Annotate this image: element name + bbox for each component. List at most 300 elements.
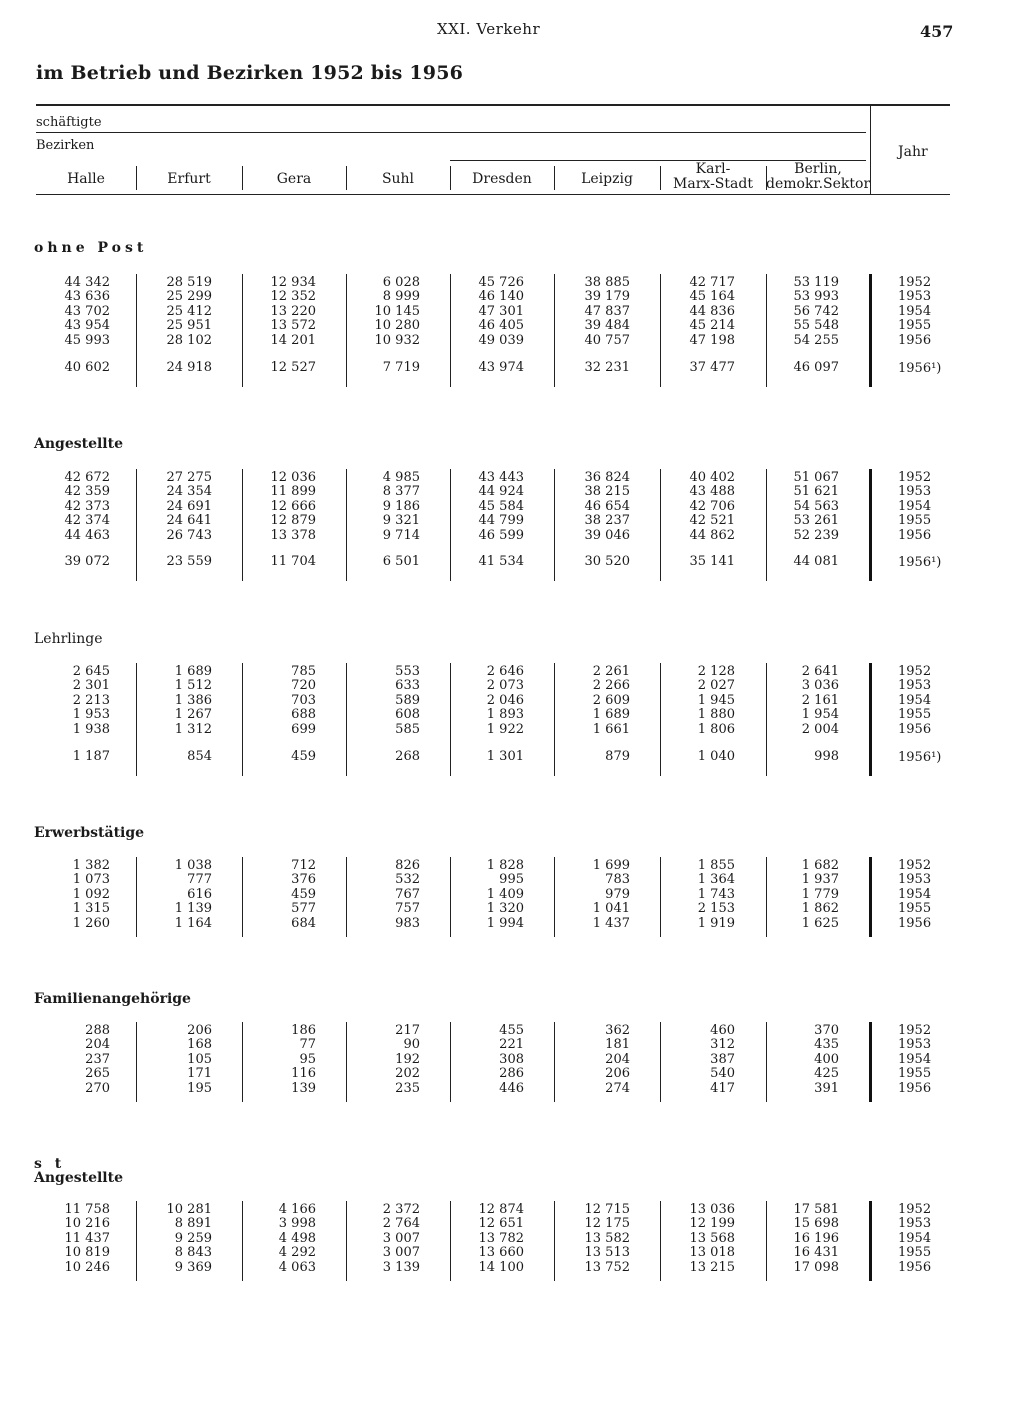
table-cell: 42 717 [689, 275, 735, 290]
table-cell: 14 201 [270, 332, 316, 348]
table-cell: 11 704 [270, 554, 316, 569]
table-cell: 47 301 [478, 303, 524, 319]
year-cell: 1953 [898, 678, 932, 694]
column-divider [136, 857, 137, 937]
table-cell: 46 097 [793, 360, 839, 375]
table-cell: 4 292 [278, 1245, 316, 1261]
table-cell: 206 [605, 1066, 630, 1082]
year-cell: 1953 [898, 289, 932, 305]
column-divider [450, 469, 451, 581]
year-cell: 1955 [898, 1066, 932, 1082]
table-cell: 2 161 [801, 692, 839, 708]
group-label-2: Bezirken [36, 138, 95, 153]
table-cell: 53 261 [793, 513, 839, 529]
table-cell: 2 046 [486, 692, 524, 708]
table-cell: 44 799 [478, 513, 524, 529]
table-cell: 767 [395, 886, 420, 902]
table-cell: 237 [85, 1051, 110, 1067]
column-divider [450, 274, 451, 387]
table-cell: 1 315 [72, 901, 110, 917]
table-cell: 26 743 [166, 527, 212, 543]
section-title: s t [34, 1156, 66, 1172]
table-cell: 270 [85, 1080, 110, 1096]
col-head-line: Marx-Stadt [673, 176, 753, 192]
column-divider [766, 663, 767, 776]
table-cell: 1 682 [801, 858, 839, 873]
col-head-dresden: Dresden [472, 171, 532, 187]
year-cell: 1956 [898, 721, 932, 737]
table-cell: 36 824 [584, 470, 630, 485]
section-title: Angestellte [34, 436, 124, 452]
table-cell: 10 246 [64, 1259, 110, 1275]
table-cell: 1 092 [72, 886, 110, 902]
year-cell: 1953 [898, 1037, 932, 1053]
table-cell: 983 [395, 915, 420, 931]
table-cell: 376 [291, 872, 316, 888]
table-cell: 9 321 [382, 513, 420, 529]
col-head-leipzig: Leipzig [581, 171, 633, 187]
table-cell: 3 036 [801, 678, 839, 694]
year-cell: 1952 [898, 664, 932, 679]
table-cell: 204 [605, 1051, 630, 1067]
year-cell: 1956 [898, 1259, 932, 1275]
column-divider [136, 663, 137, 776]
table-cell: 90 [403, 1037, 420, 1053]
column-divider [660, 274, 661, 387]
table-cell: 9 259 [174, 1230, 212, 1246]
year-cell: 1952 [898, 858, 932, 873]
table-cell: 460 [710, 1023, 735, 1038]
table-cell: 417 [710, 1080, 735, 1096]
table-cell: 362 [605, 1023, 630, 1038]
table-cell: 616 [187, 886, 212, 902]
head-top-rule [36, 104, 950, 106]
table-cell: 42 374 [64, 513, 110, 529]
table-cell: 10 819 [64, 1245, 110, 1261]
table-cell: 312 [710, 1037, 735, 1053]
table-cell: 2 372 [382, 1202, 420, 1217]
table-cell: 459 [291, 749, 316, 764]
table-cell: 56 742 [793, 303, 839, 319]
table-cell: 1 779 [801, 886, 839, 902]
table-cell: 40 757 [584, 332, 630, 348]
table-cell: 54 563 [793, 498, 839, 514]
table-cell: 8 377 [382, 484, 420, 500]
table-cell: 2 004 [801, 721, 839, 737]
column-divider [346, 663, 347, 776]
col-head-line: Karl- [695, 161, 731, 177]
year-cell: 1952 [898, 1202, 932, 1217]
column-divider [242, 663, 243, 776]
table-cell: 979 [605, 886, 630, 902]
table-cell: 688 [291, 707, 316, 723]
year-cell: 1955 [898, 1245, 932, 1261]
table-cell: 459 [291, 886, 316, 902]
table-cell: 42 521 [689, 513, 735, 529]
table-cell: 23 559 [166, 554, 212, 569]
table-cell: 12 715 [584, 1202, 630, 1217]
table-cell: 2 646 [486, 664, 524, 679]
table-cell: 45 164 [689, 289, 735, 305]
table-cell: 1 040 [697, 749, 735, 764]
table-cell: 2 645 [72, 664, 110, 679]
table-cell: 1 312 [174, 721, 212, 737]
table-cell: 43 636 [64, 289, 110, 305]
table-cell: 30 520 [584, 554, 630, 569]
col-head-gera: Gera [276, 171, 312, 187]
table-cell: 43 443 [478, 470, 524, 485]
table-cell: 1 893 [486, 707, 524, 723]
year-cell: 1954 [898, 303, 932, 319]
column-divider [660, 469, 661, 581]
table-cell: 2 153 [697, 901, 735, 917]
table-cell: 181 [605, 1037, 630, 1053]
table-cell: 12 934 [270, 275, 316, 290]
column-divider [766, 857, 767, 937]
table-cell: 105 [187, 1051, 212, 1067]
table-cell: 1 267 [174, 707, 212, 723]
table-cell: 42 706 [689, 498, 735, 514]
table-cell: 9 369 [174, 1259, 212, 1275]
column-divider [346, 1022, 347, 1102]
table-cell: 17 098 [793, 1259, 839, 1275]
table-cell: 9 714 [382, 527, 420, 543]
table-cell: 13 036 [689, 1202, 735, 1217]
page-number: 457 [920, 22, 954, 41]
year-cell: 1955 [898, 513, 932, 529]
table-cell: 202 [395, 1066, 420, 1082]
table-cell: 1 625 [801, 915, 839, 931]
column-divider [766, 1022, 767, 1102]
table-cell: 42 373 [64, 498, 110, 514]
year-column-label: Jahr [898, 144, 928, 160]
table-cell: 1 139 [174, 901, 212, 917]
table-cell: 204 [85, 1037, 110, 1053]
table-cell: 206 [187, 1023, 212, 1038]
table-cell: 1 689 [592, 707, 630, 723]
head-rule-1 [36, 132, 866, 133]
column-divider [242, 469, 243, 581]
table-cell: 826 [395, 858, 420, 873]
table-cell: 608 [395, 707, 420, 723]
table-cell: 532 [395, 872, 420, 888]
column-divider [660, 857, 661, 937]
table-cell: 1 938 [72, 721, 110, 737]
year-cell-footnote: 1956¹) [898, 361, 942, 376]
table-cell: 46 599 [478, 527, 524, 543]
table-cell: 12 666 [270, 498, 316, 514]
year-cell: 1955 [898, 901, 932, 917]
column-divider [136, 469, 137, 581]
column-divider [660, 1022, 661, 1102]
table-cell: 10 281 [166, 1202, 212, 1217]
table-cell: 44 342 [64, 275, 110, 290]
table-cell: 25 412 [166, 303, 212, 319]
table-cell: 8 891 [174, 1216, 212, 1232]
section-title: ohne Post [34, 240, 148, 256]
table-cell: 139 [291, 1080, 316, 1096]
year-cell-footnote: 1956¹) [898, 555, 942, 570]
table-cell: 6 028 [382, 275, 420, 290]
table-cell: 308 [499, 1051, 524, 1067]
table-cell: 13 752 [584, 1259, 630, 1275]
column-divider [766, 469, 767, 581]
column-divider [450, 1022, 451, 1102]
group-label-1: schäftigte [36, 115, 102, 130]
column-divider [554, 857, 555, 937]
table-cell: 712 [291, 858, 316, 873]
table-cell: 43 702 [64, 303, 110, 319]
table-cell: 1 187 [72, 749, 110, 764]
year-cell: 1956 [898, 527, 932, 543]
table-cell: 1 301 [486, 749, 524, 764]
table-cell: 46 405 [478, 318, 524, 334]
table-cell: 12 199 [689, 1216, 735, 1232]
year-cell: 1956 [898, 332, 932, 348]
table-cell: 44 463 [64, 527, 110, 543]
table-cell: 1 743 [697, 886, 735, 902]
section-title: Familienangehörige [34, 991, 191, 1007]
table-cell: 221 [499, 1037, 524, 1053]
year-cell: 1952 [898, 470, 932, 485]
table-cell: 38 215 [584, 484, 630, 500]
table-cell: 25 299 [166, 289, 212, 305]
column-divider [242, 1201, 243, 1281]
year-cell: 1956 [898, 1080, 932, 1096]
table-cell: 274 [605, 1080, 630, 1096]
table-cell: 11 758 [64, 1202, 110, 1217]
table-cell: 2 609 [592, 692, 630, 708]
table-cell: 1 382 [72, 858, 110, 873]
table-cell: 11 437 [64, 1230, 110, 1246]
table-cell: 45 584 [478, 498, 524, 514]
year-cell: 1954 [898, 692, 932, 708]
col-head-line: demokr.Sektor [766, 176, 871, 192]
table-cell: 1 953 [72, 707, 110, 723]
table-cell: 3 998 [278, 1216, 316, 1232]
table-cell: 77 [299, 1037, 316, 1053]
table-cell: 7 719 [382, 360, 420, 375]
year-divider [869, 274, 872, 387]
column-divider [346, 469, 347, 581]
table-cell: 8 843 [174, 1245, 212, 1261]
year-divider [869, 469, 872, 581]
table-cell: 53 993 [793, 289, 839, 305]
table-cell: 47 198 [689, 332, 735, 348]
table-cell: 116 [291, 1066, 316, 1082]
table-cell: 38 237 [584, 513, 630, 529]
table-cell: 35 141 [689, 554, 735, 569]
table-cell: 998 [814, 749, 839, 764]
year-cell: 1954 [898, 498, 932, 514]
table-cell: 540 [710, 1066, 735, 1082]
year-cell: 1953 [898, 484, 932, 500]
table-cell: 1 855 [697, 858, 735, 873]
year-cell: 1955 [898, 318, 932, 334]
column-divider [554, 1201, 555, 1281]
table-cell: 854 [187, 749, 212, 764]
year-cell: 1952 [898, 1023, 932, 1038]
col-head-suhl: Suhl [381, 171, 415, 187]
year-divider [869, 857, 872, 937]
table-cell: 10 280 [374, 318, 420, 334]
table-cell: 4 063 [278, 1259, 316, 1275]
table-cell: 13 378 [270, 527, 316, 543]
table-cell: 49 039 [478, 332, 524, 348]
table-cell: 42 672 [64, 470, 110, 485]
table-cell: 235 [395, 1080, 420, 1096]
table-cell: 1 994 [486, 915, 524, 931]
table-cell: 995 [499, 872, 524, 888]
year-cell: 1952 [898, 275, 932, 290]
table-cell: 17 581 [793, 1202, 839, 1217]
table-cell: 3 007 [382, 1230, 420, 1246]
col-head-halle: Halle [67, 171, 105, 187]
table-cell: 168 [187, 1037, 212, 1053]
table-cell: 1 699 [592, 858, 630, 873]
table-cell: 1 364 [697, 872, 735, 888]
table-cell: 40 602 [64, 360, 110, 375]
table-cell: 577 [291, 901, 316, 917]
table-cell: 43 488 [689, 484, 735, 500]
table-cell: 44 836 [689, 303, 735, 319]
table-cell: 8 999 [382, 289, 420, 305]
table-cell: 44 081 [793, 554, 839, 569]
table-cell: 1 954 [801, 707, 839, 723]
table-cell: 51 621 [793, 484, 839, 500]
year-divider [869, 663, 872, 776]
table-cell: 171 [187, 1066, 212, 1082]
column-divider [136, 1201, 137, 1281]
table-cell: 39 484 [584, 318, 630, 334]
column-divider [346, 1201, 347, 1281]
year-cell: 1953 [898, 872, 932, 888]
year-cell: 1954 [898, 1051, 932, 1067]
table-cell: 10 145 [374, 303, 420, 319]
column-divider [554, 469, 555, 581]
table-cell: 13 568 [689, 1230, 735, 1246]
table-cell: 24 691 [166, 498, 212, 514]
table-cell: 1 880 [697, 707, 735, 723]
table-cell: 15 698 [793, 1216, 839, 1232]
table-cell: 12 352 [270, 289, 316, 305]
table-cell: 12 879 [270, 513, 316, 529]
table-cell: 1 828 [486, 858, 524, 873]
table-cell: 589 [395, 692, 420, 708]
table-cell: 42 359 [64, 484, 110, 500]
table-cell: 45 993 [64, 332, 110, 348]
table-cell: 13 215 [689, 1259, 735, 1275]
table-cell: 44 924 [478, 484, 524, 500]
column-divider [346, 274, 347, 387]
table-cell: 4 498 [278, 1230, 316, 1246]
table-cell: 1 862 [801, 901, 839, 917]
table-cell: 3 007 [382, 1245, 420, 1261]
table-cell: 2 213 [72, 692, 110, 708]
column-divider [554, 663, 555, 776]
table-cell: 24 354 [166, 484, 212, 500]
table-cell: 1 512 [174, 678, 212, 694]
table-cell: 1 164 [174, 915, 212, 931]
section-title: Lehrlinge [34, 631, 103, 647]
table-cell: 28 519 [166, 275, 212, 290]
table-cell: 2 301 [72, 678, 110, 694]
year-cell: 1954 [898, 886, 932, 902]
table-cell: 1 937 [801, 872, 839, 888]
table-cell: 43 954 [64, 318, 110, 334]
table-cell: 757 [395, 901, 420, 917]
table-cell: 286 [499, 1066, 524, 1082]
year-divider [869, 1201, 872, 1281]
table-cell: 1 260 [72, 915, 110, 931]
table-cell: 2 027 [697, 678, 735, 694]
table-title: im Betrieb und Bezirken 1952 bis 1956 [36, 62, 464, 84]
table-cell: 1 437 [592, 915, 630, 931]
table-cell: 13 782 [478, 1230, 524, 1246]
head-bottom-rule [36, 194, 950, 195]
table-cell: 6 501 [382, 554, 420, 569]
year-cell: 1955 [898, 707, 932, 723]
table-cell: 217 [395, 1023, 420, 1038]
table-cell: 455 [499, 1023, 524, 1038]
table-cell: 12 036 [270, 470, 316, 485]
column-divider [554, 1022, 555, 1102]
table-cell: 39 179 [584, 289, 630, 305]
table-cell: 720 [291, 678, 316, 694]
column-divider [766, 1201, 767, 1281]
column-divider [242, 1022, 243, 1102]
table-cell: 1 919 [697, 915, 735, 931]
table-cell: 54 255 [793, 332, 839, 348]
table-cell: 1 409 [486, 886, 524, 902]
column-divider [450, 663, 451, 776]
table-cell: 28 102 [166, 332, 212, 348]
column-divider [450, 857, 451, 937]
table-cell: 1 689 [174, 664, 212, 679]
table-cell: 95 [299, 1051, 316, 1067]
table-cell: 13 220 [270, 303, 316, 319]
table-cell: 2 266 [592, 678, 630, 694]
table-cell: 633 [395, 678, 420, 694]
table-cell: 585 [395, 721, 420, 737]
table-cell: 39 046 [584, 527, 630, 543]
table-cell: 40 402 [689, 470, 735, 485]
table-cell: 9 186 [382, 498, 420, 514]
table-cell: 38 885 [584, 275, 630, 290]
table-cell: 777 [187, 872, 212, 888]
column-divider [346, 857, 347, 937]
head-divider-jahr [870, 104, 871, 194]
table-cell: 10 932 [374, 332, 420, 348]
table-cell: 12 527 [270, 360, 316, 375]
table-cell: 186 [291, 1023, 316, 1038]
table-cell: 370 [814, 1023, 839, 1038]
year-cell: 1953 [898, 1216, 932, 1232]
col-head-karl-marx-stadt [660, 162, 766, 192]
table-cell: 45 726 [478, 275, 524, 290]
table-cell: 1 386 [174, 692, 212, 708]
table-cell: 44 862 [689, 527, 735, 543]
column-divider [450, 1201, 451, 1281]
table-cell: 3 139 [382, 1259, 420, 1275]
running-head: XXI. Verkehr [437, 20, 541, 38]
table-cell: 400 [814, 1051, 839, 1067]
table-cell: 391 [814, 1080, 839, 1096]
table-cell: 46 140 [478, 289, 524, 305]
table-cell: 37 477 [689, 360, 735, 375]
table-cell: 446 [499, 1080, 524, 1096]
table-cell: 24 641 [166, 513, 212, 529]
